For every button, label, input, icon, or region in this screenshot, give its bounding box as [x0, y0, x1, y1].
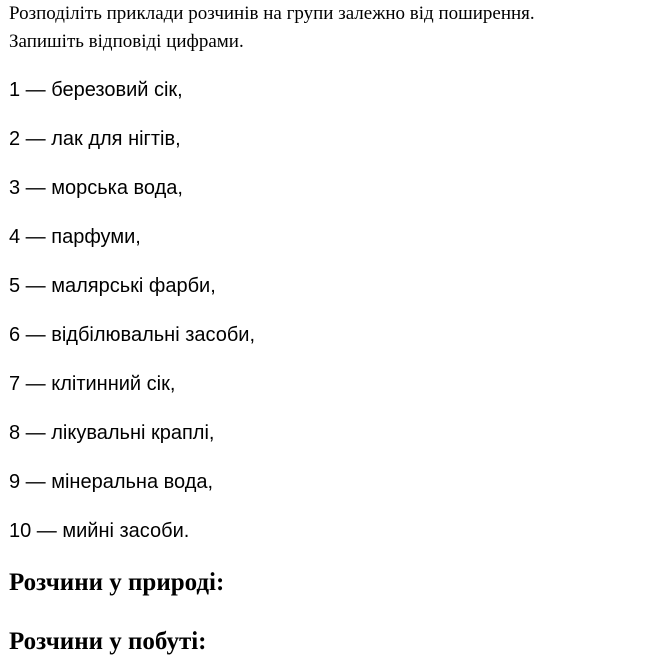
list-item: 1 — березовий сік, — [9, 79, 183, 101]
list-item: 7 — клітинний сік, — [9, 373, 176, 395]
list-item: 5 — малярські фарби, — [9, 275, 216, 297]
list-item: 9 — мінеральна вода, — [9, 471, 214, 493]
list-item: 4 — парфуми, — [9, 226, 141, 248]
instruction-line: Запишіть відповіді цифрами. — [9, 31, 244, 52]
nature-solutions-heading: Розчини у природі: — [9, 569, 225, 596]
task-instruction — [9, 0, 659, 56]
list-item: 6 — відбілювальні засоби, — [9, 324, 256, 346]
list-item: 2 — лак для нігтів, — [9, 128, 181, 150]
household-solutions-heading: Розчини у побуті: — [9, 628, 207, 655]
list-item: 3 — морська вода, — [9, 177, 183, 199]
list-item: 10 — мийні засоби. — [9, 520, 190, 542]
list-item: 8 — лікувальні краплі, — [9, 422, 215, 444]
instruction-line: Розподіліть приклади розчинів на групи залежно від поширення. — [9, 3, 535, 24]
solution-examples-list — [9, 75, 255, 565]
